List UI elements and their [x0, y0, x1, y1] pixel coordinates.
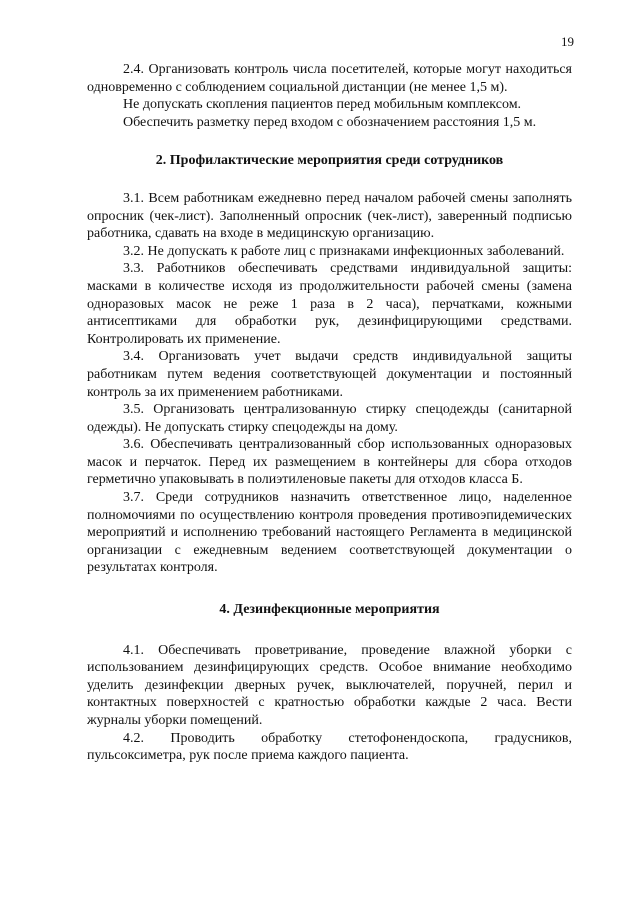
section-4-title: 4. Дезинфекционные мероприятия	[219, 602, 440, 618]
paragraph-3-6: 3.6. Обеспечивать централизованный сбор использованных одноразовых масок и перчаток. Перед их размещением в контейнеры для сбора отходов герметично упаковывать в полиэтиленовые пакеты для отходов класса Б.	[87, 437, 572, 488]
paragraph-4-1: 4.1. Обеспечивать проветривание, проведение влажной уборки с использованием дезинфицирующих средств. Особое внимание необходимо уделить дезинфекции дверных ручек, выключателей, поручней, перил и контактных поверхностей с кратностью обработки каждые 2 часа. Вести журналы уборки помещений.	[87, 642, 572, 728]
paragraph-crowding: Не допускать скопления пациентов перед мобильным комплексом.	[123, 97, 522, 113]
paragraph-4-2: 4.2. Проводить обработку стетофонендоскопа, градусников, пульсоксиметра, рук после приема каждого пациента.	[87, 730, 572, 764]
paragraph-marking: Обеспечить разметку перед входом с обозначением расстояния 1,5 м.	[123, 114, 537, 130]
paragraph-3-2: 3.2. Не допускать к работе лиц с признаками инфекционных заболеваний.	[123, 243, 565, 259]
paragraph-3-1: 3.1. Всем работникам ежедневно перед началом рабочей смены заполнять опросник (чек-лист). Заполненный опросник (чек-лист), заверенный подписью работника, сдавать на входе в медицинскую организацию.	[87, 190, 572, 242]
paragraph-2-4: 2.4. Организовать контроль числа посетителей, которые могут находиться одновременно с соблюдением социальной дистанции (не менее 1,5 м).	[87, 62, 572, 95]
document-body	[87, 61, 572, 765]
paragraph-3-7: 3.7. Среди сотрудников назначить ответственное лицо, наделенное полномочиями по осуществлению контроля проведения противоэпидемических мероприятий и исполнению требований настоящего Регламента в медицинской организации с ежедневным ведением соответствующей документации о результатах контроля.	[87, 490, 572, 576]
paragraph-3-4: 3.4. Организовать учет выдачи средств индивидуальной защиты работникам путем ведения соответствующей документации и постоянный контроль за их применением работниками.	[87, 349, 572, 400]
page-number: 19	[561, 34, 574, 49]
section-2-title: 2. Профилактические мероприятия среди сотрудников	[155, 153, 504, 169]
paragraph-3-5: 3.5. Организовать централизованную стирку спецодежды (санитарной одежды). Не допускать стирку спецодежды на дому.	[87, 402, 572, 435]
paragraph-3-3: 3.3. Работников обеспечивать средствами индивидуальной защиты: масками в количестве исходя из продолжительности рабочей смены (замена одноразовых масок не реже 1 раза в 2 часа), перчатками, кожными антисептиками для обработки рук, дезинфицирующими средствами. Контролировать их применение.	[87, 261, 572, 347]
